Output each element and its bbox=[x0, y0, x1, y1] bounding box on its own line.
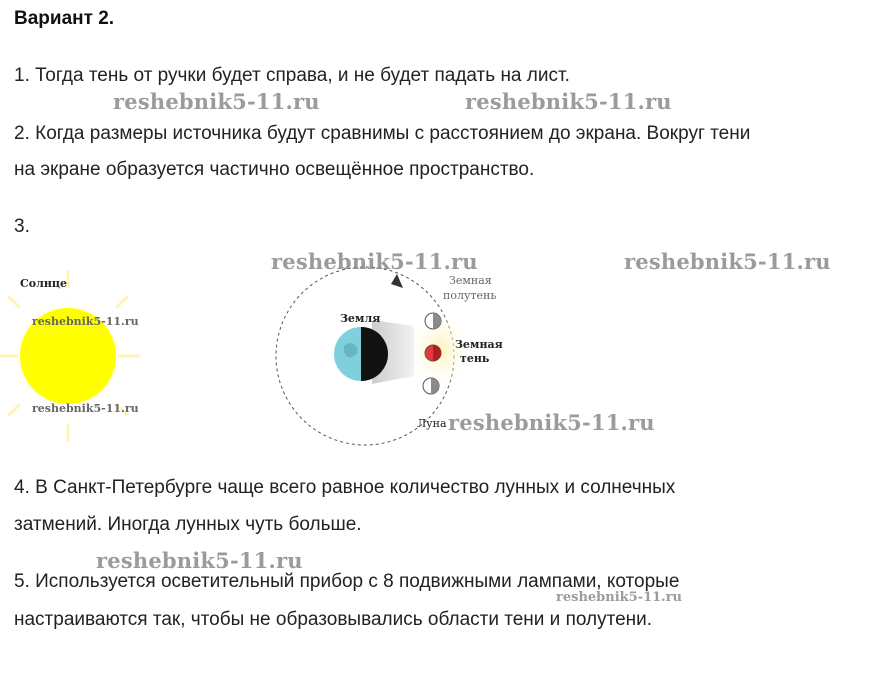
answer-4-line-2: затмений. Иногда лунных чуть больше. bbox=[14, 514, 362, 535]
earth-label: Земля bbox=[340, 312, 381, 325]
answer-2-line-2: на экране образуется частично освещённое пространство. bbox=[14, 159, 535, 180]
moon-label: Луна bbox=[417, 417, 447, 430]
moon-top bbox=[425, 313, 441, 329]
answer-4-line-1: 4. В Санкт-Петербурге чаще всего равное количество лунных и солнечных bbox=[14, 477, 676, 498]
answer-2-line-1: 2. Когда размеры источника будут сравнимы с расстоянием до экрана. Вокруг тени bbox=[14, 123, 751, 144]
watermark-text: reshebnik5-11.ru bbox=[113, 89, 320, 114]
watermark-text: reshebnik5-11.ru bbox=[448, 410, 655, 435]
watermark-text: reshebnik5-11.ru bbox=[32, 315, 139, 328]
moon-bottom bbox=[423, 378, 439, 394]
answer-1: 1. Тогда тень от ручки будет справа, и не будет падать на лист. bbox=[14, 65, 570, 86]
eclipse-diagram-svg bbox=[0, 250, 882, 450]
umbra-label-line-1: Земная bbox=[455, 338, 503, 351]
answer-3-number: 3. bbox=[14, 216, 30, 237]
eclipse-diagram bbox=[0, 250, 882, 450]
penumbra-label-line-2: полутень bbox=[443, 289, 497, 302]
answer-5-line-1: 5. Используется осветительный прибор с 8 подвижными лампами, которые bbox=[14, 571, 680, 592]
watermark-text: reshebnik5-11.ru bbox=[624, 249, 831, 274]
sun bbox=[0, 270, 140, 442]
penumbra-label-line-1: Земная bbox=[449, 274, 492, 287]
watermark-text: reshebnik5-11.ru bbox=[271, 249, 478, 274]
watermark-text: reshebnik5-11.ru bbox=[465, 89, 672, 114]
watermark-text: reshebnik5-11.ru bbox=[96, 548, 303, 573]
orbit-direction-arrow-icon bbox=[391, 274, 403, 288]
watermark-text: reshebnik5-11.ru bbox=[32, 402, 139, 415]
moon-eclipsed bbox=[425, 345, 441, 361]
umbra-label-line-2: тень bbox=[460, 352, 490, 365]
page-title: Вариант 2. bbox=[14, 8, 115, 29]
answer-5-line-2: настраиваются так, чтобы не образовывались области тени и полутени. bbox=[14, 609, 653, 630]
sun-label: Солнце bbox=[20, 277, 68, 290]
watermark-text: reshebnik5-11.ru bbox=[556, 590, 683, 605]
earth bbox=[334, 327, 388, 381]
